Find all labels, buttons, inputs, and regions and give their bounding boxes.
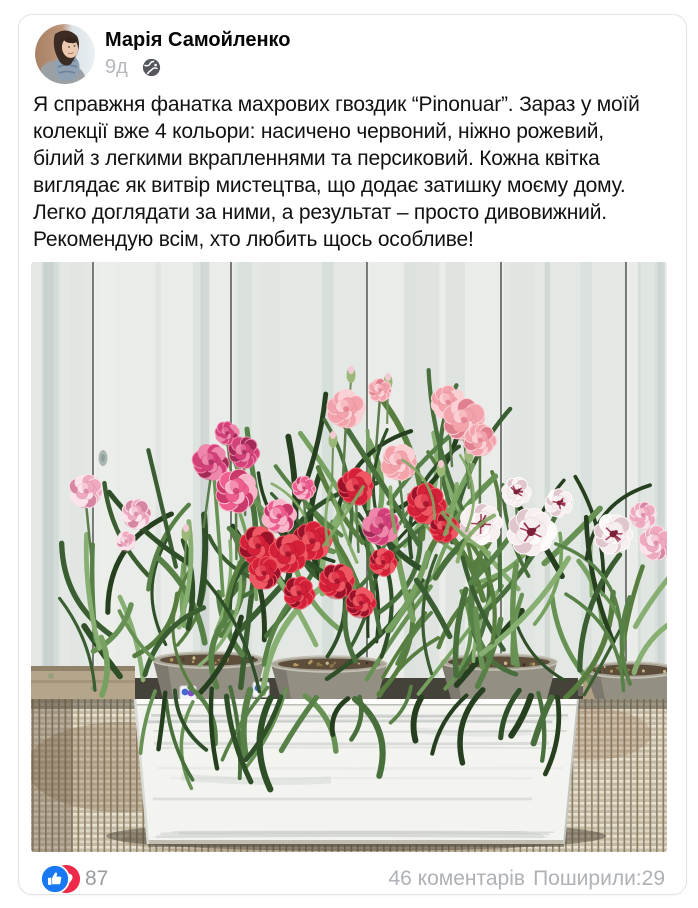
post-card [18,14,687,895]
post-photo [31,262,667,852]
shares-count[interactable]: Поширили:29 [533,867,665,890]
post-meta-row [105,57,291,77]
comments-count[interactable]: 46 коментарів [388,867,526,890]
reactions[interactable] [51,864,108,894]
reactions-count[interactable]: 87 [85,867,109,890]
post-photo-link[interactable] [31,262,667,852]
globe-icon [142,58,161,77]
comments-shares [388,867,665,891]
like-reaction-icon[interactable] [40,864,70,894]
post-header [19,15,686,84]
header-meta [105,24,291,77]
post-text: Я справжня фанатка махрових гвоздик “Pinonuar”. Зараз у моїй колекції вже 4 кольори: насичено червоний, ніжно рожевий, білий з легкими вкрапленнями та персиковий. Кожна квітка виглядає як витвір мистецтва, що додає затишку моєму дому. Легко доглядати за ними, а результат – просто дивовижний. Рекомендую всім, хто любить щось особливе! [33,93,640,251]
author-name[interactable]: Марія Самойленко [105,29,291,51]
post-timestamp[interactable]: 9д [105,56,128,78]
avatar-image [35,24,95,84]
avatar[interactable] [35,24,95,84]
engagement-bar [19,852,686,894]
